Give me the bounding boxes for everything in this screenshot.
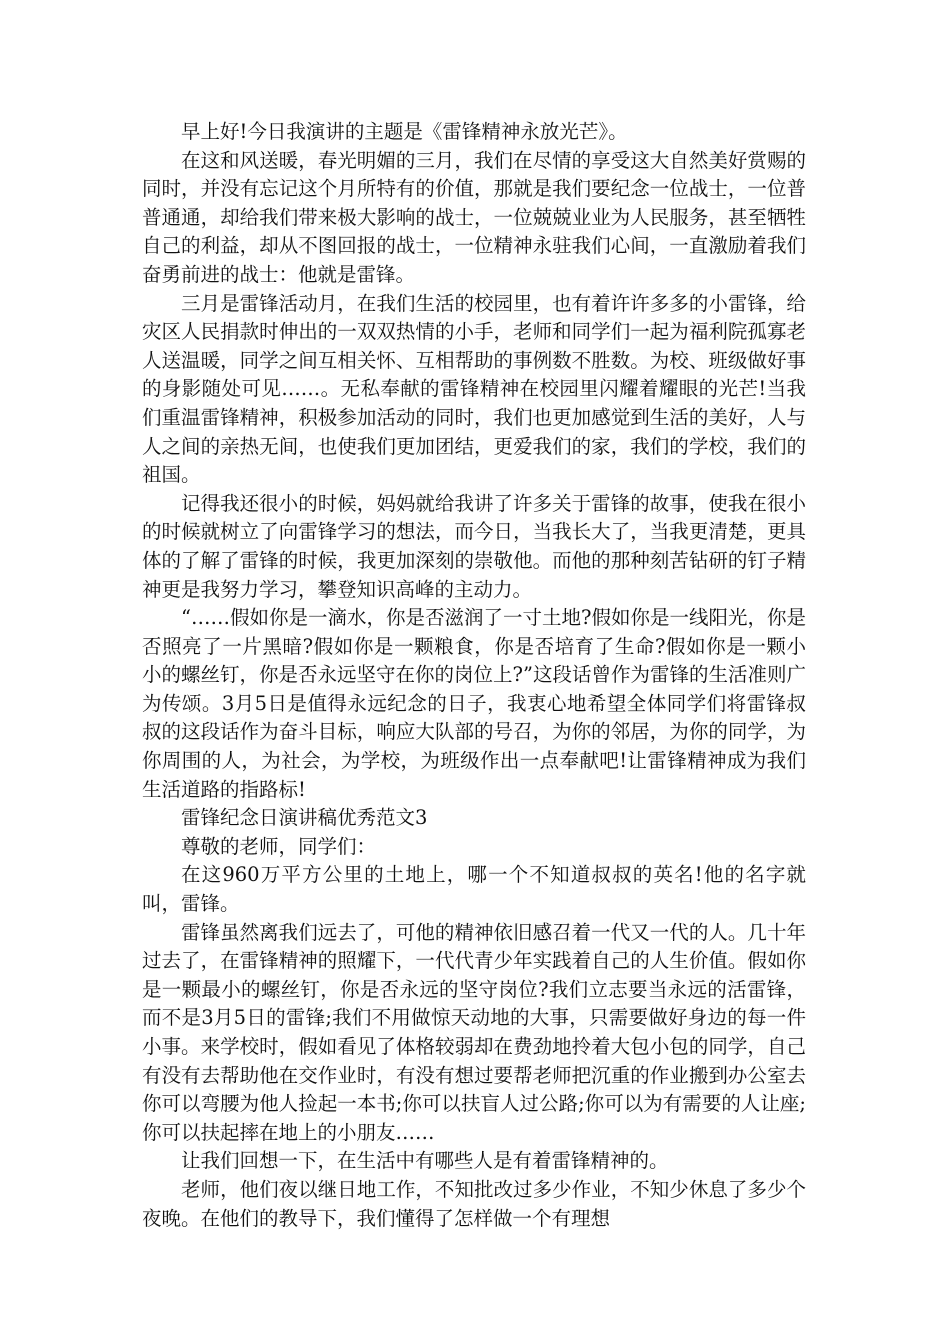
paragraph-teachers: 老师，他们夜以继日地工作，不知批改过多少作业，不知少休息了多少个夜晚。在他们的教导下，我们懂得了怎样做一个有理想 (142, 1177, 806, 1230)
paragraph-spirit: 雷锋虽然离我们远去了，可他的精神依旧感召着一代又一代的人。几十年过去了，在雷锋精神的照耀下，一代代青少年实践着自己的人生价值。假如你是一颗最小的螺丝钉，你是否永远的坚守岗位?我们立志要当永远的活雷锋，而不是3月5日的雷锋;我们不用做惊天动地的大事，只需要做好身边的每一件小事。来学校时，假如看见了体格较弱却在费劲地拎着大包小包的同学，自己有没有去帮助他在交作业时，有没有想过要帮老师把沉重的作业搬到办公室去你可以弯腰为他人捡起一本书;你可以扶盲人过公路;你可以为有需要的人让座;你可以扶起摔在地上的小朋友…… (142, 920, 806, 1144)
paragraph-march-intro: 在这和风送暖，春光明媚的三月，我们在尽情的享受这大自然美好赏赐的同时，并没有忘记这个月所特有的价值，那就是我们要纪念一位战士，一位普普通通，却给我们带来极大影响的战士，一位兢兢业业为人民服务，甚至牺牲自己的利益，却从不图回报的战士，一位精神永驻我们心间，一直激励着我们奋勇前进的战士：他就是雷锋。 (142, 148, 806, 286)
paragraph-name: 在这960万平方公里的土地上，哪一个不知道叔叔的英名!他的名字就叫，雷锋。 (142, 863, 806, 916)
paragraph-childhood-memory: 记得我还很小的时候，妈妈就给我讲了许多关于雷锋的故事，使我在很小的时候就树立了向雷锋学习的想法，而今日，当我长大了，当我更清楚，更具体的了解了雷锋的时候，我更加深刻的崇敬他。而他的那种刻苦钻研的钉子精神更是我努力学习，攀登知识高峰的主动力。 (142, 491, 806, 601)
paragraph-greeting: 早上好!今日我演讲的主题是《雷锋精神永放光芒》。 (181, 120, 628, 143)
section-heading: 雷锋纪念日演讲稿优秀范文3 (181, 806, 428, 830)
paragraph-recall: 让我们回想一下，在生活中有哪些人是有着雷锋精神的。 (181, 1149, 669, 1173)
paragraph-campus-activities: 三月是雷锋活动月，在我们生活的校园里，也有着许许多多的小雷锋，给灾区人民捐款时伸出的一双双热情的小手，老师和同学们一起为福利院孤寡老人送温暖，同学之间互相关怀、互相帮助的事例数不胜数。为校、班级做好事的身影随处可见……。无私奉献的雷锋精神在校园里闪耀着耀眼的光芒!当我们重温雷锋精神，积极参加活动的同时，我们也更加感觉到生活的美好，人与人之间的亲热无间，也使我们更加团结，更爱我们的家，我们的学校，我们的祖国。 (142, 291, 806, 487)
paragraph-quote: “……假如你是一滴水，你是否滋润了一寸土地?假如你是一线阳光，你是否照亮了一片黑暗?假如你是一颗粮食，你是否培育了生命?假如你是一颗小小的螺丝钉，你是否永远坚守在你的岗位上?”这段话曾作为雷锋的生活准则广为传颂。3月5日是值得永远纪念的日子，我衷心地希望全体同学们将雷锋叔叔的这段话作为奋斗目标，响应大队部的号召，为你的邻居，为你的同学，为你周围的人，为社会，为学校，为班级作出一点奉献吧!让雷锋精神成为我们生活道路的指路标! (142, 606, 806, 801)
paragraph-salutation: 尊敬的老师，同学们： (181, 834, 377, 858)
document-body (142, 118, 806, 1233)
